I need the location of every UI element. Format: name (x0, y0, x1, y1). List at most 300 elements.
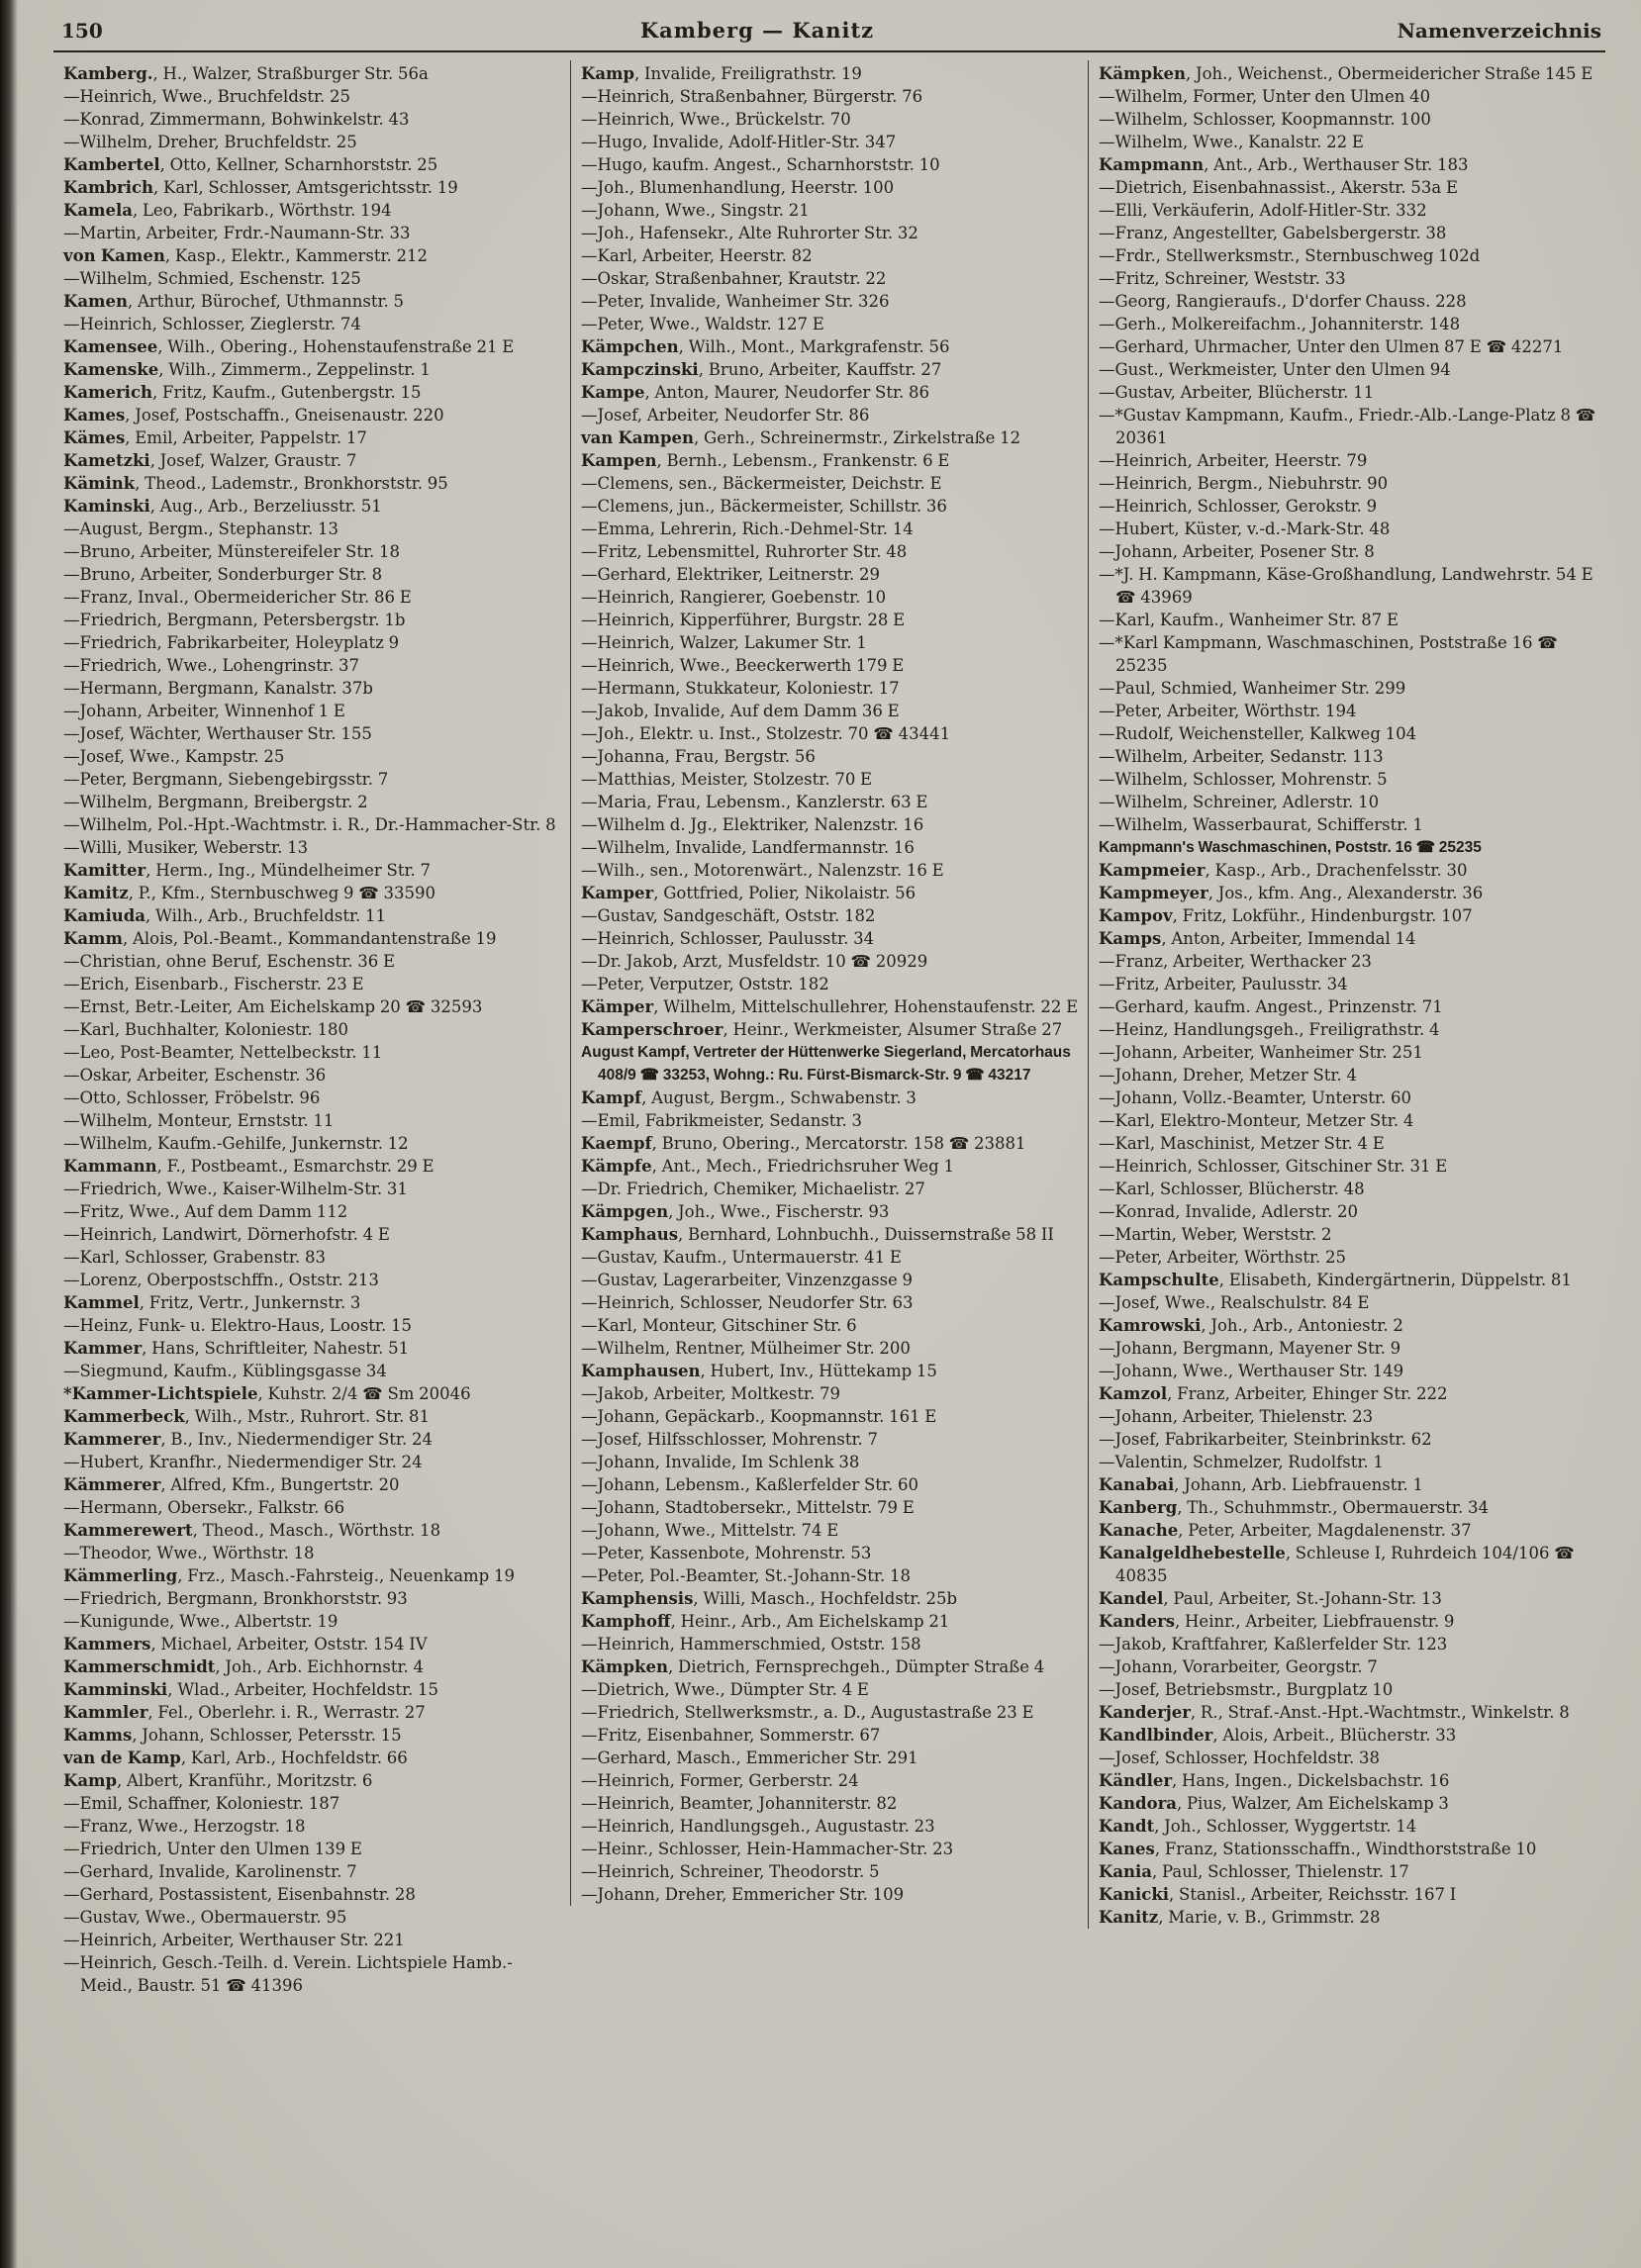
directory-entry: Kammel, Fritz, Vertr., Junkernstr. 3 (63, 1293, 361, 1312)
directory-entry: Kämmerling, Frz., Masch.-Fahrsteig., Neuenkamp 19 (63, 1566, 515, 1585)
directory-entry: —Karl, Monteur, Gitschiner Str. 6 (581, 1316, 857, 1335)
surname: Kamitter (63, 861, 146, 880)
surname: Kamerich (63, 383, 152, 402)
directory-entry: —Jakob, Arbeiter, Moltkestr. 79 (581, 1384, 840, 1403)
directory-entry: —Johann, Arbeiter, Wanheimer Str. 251 (1099, 1043, 1423, 1062)
directory-entry: —Hermann, Stukkateur, Koloniestr. 17 (581, 679, 900, 698)
surname: Kämmerling (63, 1566, 178, 1585)
directory-entry: —Dr. Jakob, Arzt, Musfeldstr. 10 ☎ 20929 (581, 952, 928, 971)
directory-entry: —Johann, Arbeiter, Thielenstr. 23 (1099, 1407, 1374, 1426)
surname: Kammerschmidt (63, 1657, 216, 1676)
directory-entry: —Karl, Schlosser, Blücherstr. 48 (1099, 1180, 1365, 1198)
directory-entry: —Heinrich, Schlosser, Gerokstr. 9 (1099, 497, 1378, 516)
surname: Kammers (63, 1635, 151, 1654)
surname: Kampczinski (581, 360, 699, 379)
directory-entry: —Hubert, Küster, v.-d.-Mark-Str. 48 (1099, 520, 1391, 538)
page-header (0, 0, 1641, 48)
directory-entry: —Fritz, Lebensmittel, Ruhrorter Str. 48 (581, 542, 908, 561)
directory-entry: Kamper, Gottfried, Polier, Nikolaistr. 56 (581, 884, 917, 902)
surname: Kamms (63, 1726, 133, 1745)
directory-entry: —Theodor, Wwe., Wörthstr. 18 (63, 1544, 315, 1562)
directory-entry: —Gerhard, Uhrmacher, Unter den Ulmen 87 E ☎ 42271 (1099, 337, 1564, 356)
surname: Kamiuda (63, 906, 145, 925)
directory-entry: —Gerhard, Elektriker, Leitnerstr. 29 (581, 565, 881, 584)
surname: Kamberg. (63, 64, 153, 83)
directory-entry: —Fritz, Wwe., Auf dem Damm 112 (63, 1202, 348, 1221)
directory-entry: —Heinz, Funk- u. Elektro-Haus, Loostr. 15 (63, 1316, 412, 1335)
directory-entry: —Friedrich, Bergmann, Petersbergstr. 1b (63, 611, 406, 629)
directory-entry: —Josef, Wwe., Kampstr. 25 (63, 747, 285, 766)
directory-entry: —Peter, Pol.-Beamter, St.-Johann-Str. 18 (581, 1566, 911, 1585)
surname: Kanalgeldhebestelle (1099, 1544, 1286, 1562)
directory-entry: —Heinrich, Wwe., Brückelstr. 70 (581, 110, 851, 129)
directory-entry: —Gerhard, kaufm. Angest., Prinzenstr. 71 (1099, 997, 1443, 1016)
directory-entry: Kampe, Anton, Maurer, Neudorfer Str. 86 (581, 383, 930, 402)
surname: Kamenske (63, 360, 159, 379)
directory-entry: Kamrowski, Joh., Arb., Antoniestr. 2 (1099, 1316, 1403, 1335)
directory-entry: —Wilhelm, Schmied, Eschenstr. 125 (63, 269, 361, 288)
surname: Kammerer (63, 1430, 161, 1449)
surname: Kanders (1099, 1612, 1176, 1631)
directory-entry: Kambrich, Karl, Schlosser, Amtsgerichtsstr. 19 (63, 178, 458, 197)
directory-entry: Kamminski, Wlad., Arbeiter, Hochfeldstr. 15 (63, 1680, 439, 1699)
directory-entry: —Johann, Bergmann, Mayener Str. 9 (1099, 1339, 1401, 1358)
directory-entry: Kanes, Franz, Stationsschaffn., Windthorststraße 10 (1099, 1840, 1537, 1858)
directory-entry: —Heinrich, Schlosser, Paulusstr. 34 (581, 929, 875, 948)
directory-entry: Kampf, August, Bergm., Schwabenstr. 3 (581, 1088, 917, 1107)
directory-entry: Kammer, Hans, Schriftleiter, Nahestr. 51 (63, 1339, 410, 1358)
surname: Kamps (1099, 929, 1162, 948)
surname: Kamminski (63, 1680, 168, 1699)
directory-entry: —Matthias, Meister, Stolzestr. 70 E (581, 770, 873, 789)
directory-entry: —Franz, Angestellter, Gabelsbergerstr. 38 (1099, 224, 1447, 242)
page-number: 150 (61, 19, 103, 43)
directory-entry: —Josef, Wwe., Realschulstr. 84 E (1099, 1293, 1370, 1312)
directory-entry: Kammerer, B., Inv., Niedermendiger Str. 24 (63, 1430, 433, 1449)
directory-entry: Kanberg, Th., Schuhmmstr., Obermauerstr. 34 (1099, 1498, 1489, 1517)
directory-entry: —Bruno, Arbeiter, Münstereifeler Str. 18 (63, 542, 401, 561)
directory-entry: Kanitz, Marie, v. B., Grimmstr. 28 (1099, 1908, 1381, 1927)
directory-entry: —Josef, Fabrikarbeiter, Steinbrinkstr. 62 (1099, 1430, 1432, 1449)
directory-entry: —Elli, Verkäuferin, Adolf-Hitler-Str. 332 (1099, 201, 1427, 220)
surname: Kändler (1099, 1771, 1173, 1790)
directory-entry: —Hugo, Invalide, Adolf-Hitler-Str. 347 (581, 133, 897, 151)
directory-entry: —Friedrich, Wwe., Lohengrinstr. 37 (63, 656, 359, 675)
surname: Kanberg (1099, 1498, 1178, 1517)
directory-entry: Kandora, Pius, Walzer, Am Eichelskamp 3 (1099, 1794, 1449, 1813)
directory-entry: Kamperschroer, Heinr., Werkmeister, Alsumer Straße 27 (581, 1020, 1063, 1039)
directory-entry: —Johann, Arbeiter, Posener Str. 8 (1099, 542, 1375, 561)
directory-entry: Kamensee, Wilh., Obering., Hohenstaufenstraße 21 E (63, 337, 515, 356)
directory-entry: —Joh., Elektr. u. Inst., Stolzestr. 70 ☎ 43441 (581, 724, 951, 743)
directory-entry: Kammler, Fel., Oberlehr. i. R., Werrastr. 27 (63, 1703, 426, 1722)
directory-entry: —Johann, Arbeiter, Winnenhof 1 E (63, 702, 345, 720)
directory-entry: —Gerhard, Postassistent, Eisenbahnstr. 28 (63, 1885, 416, 1904)
directory-entry: Kämpgen, Joh., Wwe., Fischerstr. 93 (581, 1202, 890, 1221)
surname: Kambertel (63, 155, 160, 174)
directory-entry: —Willi, Musiker, Weberstr. 13 (63, 838, 309, 857)
directory-entry: —Christian, ohne Beruf, Eschenstr. 36 E (63, 952, 396, 971)
directory-entry: Kampmeier, Kasp., Arb., Drachenfelsstr. 30 (1099, 861, 1468, 880)
directory-entry: —Johanna, Frau, Bergstr. 56 (581, 747, 816, 766)
directory-entry: —Peter, Verputzer, Oststr. 182 (581, 975, 829, 993)
directory-entry: Kämpfe, Ant., Mech., Friedrichsruher Weg 1 (581, 1157, 954, 1176)
directory-entry: —Heinrich, Schlosser, Zieglerstr. 74 (63, 315, 361, 333)
directory-entry: —Wilhelm, Schlosser, Mohrenstr. 5 (1099, 770, 1388, 789)
column-3 (1088, 60, 1605, 1929)
directory-entry: —Wilhelm, Invalide, Landfermannstr. 16 (581, 838, 915, 857)
directory-entry: Kampmann, Ant., Arb., Werthauser Str. 183 (1099, 155, 1469, 174)
column-2 (570, 60, 1088, 1906)
directory-entry: Kämper, Wilhelm, Mittelschullehrer, Hohenstaufenstr. 22 E (581, 997, 1079, 1016)
directory-entry: —Franz, Arbeiter, Werthacker 23 (1099, 952, 1372, 971)
directory-entry: Kamitz, P., Kfm., Sternbuschweg 9 ☎ 33590 (63, 884, 436, 902)
directory-entry: —Wilhelm, Pol.-Hpt.-Wachtmstr. i. R., Dr.-Hammacher-Str. 8 (63, 815, 556, 834)
directory-entry: —Heinrich, Handlungsgeh., Augustastr. 23 (581, 1817, 935, 1836)
directory-entry: —Josef, Betriebsmstr., Burgplatz 10 (1099, 1680, 1394, 1699)
directory-entry: Kaminski, Aug., Arb., Berzeliusstr. 51 (63, 497, 382, 516)
directory-entry: Kanicki, Stanisl., Arbeiter, Reichsstr. 167 I (1099, 1885, 1457, 1904)
directory-entry: —Johann, Dreher, Metzer Str. 4 (1099, 1066, 1357, 1085)
directory-entry: —Karl, Elektro-Monteur, Metzer Str. 4 (1099, 1111, 1414, 1130)
surname: Kambrich (63, 178, 154, 197)
surname: Kamp (581, 64, 635, 83)
section-title: Namenverzeichnis (1397, 19, 1601, 43)
directory-entry: —Wilhelm, Monteur, Ernststr. 11 (63, 1111, 335, 1130)
directory-entry: —Heinrich, Arbeiter, Heerstr. 79 (1099, 451, 1368, 470)
directory-entry: —Wilhelm, Wwe., Kanalstr. 22 E (1099, 133, 1364, 151)
directory-entry: Kametzki, Josef, Walzer, Graustr. 7 (63, 451, 357, 470)
directory-entry: —Ernst, Betr.-Leiter, Am Eichelskamp 20 ☎ 32593 (63, 997, 483, 1016)
surname: Kamphoff (581, 1612, 671, 1631)
surname: Kamzol (1099, 1384, 1168, 1403)
surname: Kames (63, 406, 126, 425)
directory-entry: Kamp, Albert, Kranführ., Moritzstr. 6 (63, 1771, 373, 1790)
directory-entry: Kanalgeldhebestelle, Schleuse I, Ruhrdeich 104/106 ☎ 40835 (1099, 1544, 1575, 1585)
directory-entry: —Hermann, Obersekr., Falkstr. 66 (63, 1498, 345, 1517)
directory-entry: von Kamen, Kasp., Elektr., Kammerstr. 212 (63, 246, 429, 265)
directory-entry: —Clemens, jun., Bäckermeister, Schillstr. 36 (581, 497, 947, 516)
directory-entry: Kämes, Emil, Arbeiter, Pappelstr. 17 (63, 428, 367, 447)
directory-entry: —Wilhelm d. Jg., Elektriker, Nalenzstr. 16 (581, 815, 924, 834)
directory-entry: —Johann, Invalide, Im Schlenk 38 (581, 1453, 860, 1471)
directory-entry: Kanache, Peter, Arbeiter, Magdalenenstr. 37 (1099, 1521, 1472, 1540)
directory-entry: —Wilhelm, Rentner, Mülheimer Str. 200 (581, 1339, 911, 1358)
directory-entry: Kamitter, Herm., Ing., Mündelheimer Str. 7 (63, 861, 432, 880)
directory-entry: —Heinrich, Bergm., Niebuhrstr. 90 (1099, 474, 1389, 493)
surname: Kamper (581, 884, 654, 902)
directory-entry: —Johann, Vorarbeiter, Georgstr. 7 (1099, 1657, 1378, 1676)
surname: Kämpken (1099, 64, 1186, 83)
surname: van de Kamp (63, 1748, 181, 1767)
directory-entry: Kampczinski, Bruno, Arbeiter, Kauffstr. 27 (581, 360, 942, 379)
directory-entry: —Peter, Arbeiter, Wörthstr. 194 (1099, 702, 1357, 720)
surname: Kanes (1099, 1840, 1155, 1858)
surname: Kamen (63, 292, 128, 311)
directory-entry: August Kampf, Vertreter der Hüttenwerke Siegerland, Mercatorhaus 408/9 ☎ 33253, Wohng.: Ru. Fürst-Bismarck-Str. 9 ☎ 43217 (581, 1044, 1071, 1084)
directory-entry: —Wilhelm, Kaufm.-Gehilfe, Junkernstr. 12 (63, 1134, 409, 1153)
surname: Kamrowski (1099, 1316, 1202, 1335)
directory-entry: —Karl, Schlosser, Grabenstr. 83 (63, 1248, 326, 1267)
directory-entry: —Wilh., sen., Motorenwärt., Nalenzstr. 16 E (581, 861, 944, 880)
surname: Kaminski (63, 497, 150, 516)
surname: Kämmerer (63, 1475, 161, 1494)
directory-entry: Kania, Paul, Schlosser, Thielenstr. 17 (1099, 1862, 1409, 1881)
directory-entry: —Georg, Rangieraufs., D'dorfer Chauss. 228 (1099, 292, 1467, 311)
surname: Kämpfe (581, 1157, 652, 1176)
surname: Kammerewert (63, 1521, 193, 1540)
directory-entry: van Kampen, Gerh., Schreinermstr., Zirkelstraße 12 (581, 428, 1021, 447)
surname: Kammel (63, 1293, 140, 1312)
surname: Kamensee (63, 337, 158, 356)
directory-entry: —Paul, Schmied, Wanheimer Str. 299 (1099, 679, 1406, 698)
directory-entry: —Oskar, Arbeiter, Eschenstr. 36 (63, 1066, 327, 1085)
directory-entry: Kämmerer, Alfred, Kfm., Bungertstr. 20 (63, 1475, 400, 1494)
surname: Kanache (1099, 1521, 1179, 1540)
directory-entry: Kamm, Alois, Pol.-Beamt., Kommandantenstraße 19 (63, 929, 497, 948)
directory-entry: —Jakob, Invalide, Auf dem Damm 36 E (581, 702, 900, 720)
directory-entry: —Erich, Eisenbarb., Fischerstr. 23 E (63, 975, 364, 993)
directory-entry: —Heinrich, Arbeiter, Werthauser Str. 221 (63, 1931, 405, 1949)
surname: Kammer (63, 1339, 143, 1358)
directory-entry: —Peter, Kassenbote, Mohrenstr. 53 (581, 1544, 872, 1562)
directory-entry: —Wilhelm, Schreiner, Adlerstr. 10 (1099, 793, 1380, 811)
directory-entry: —August, Bergm., Stephanstr. 13 (63, 520, 339, 538)
directory-entry: —Wilhelm, Wasserbaurat, Schifferstr. 1 (1099, 815, 1423, 834)
directory-entry: —Heinrich, Wwe., Bruchfeldstr. 25 (63, 87, 351, 106)
directory-entry: —*Karl Kampmann, Waschmaschinen, Poststraße 16 ☎ 25235 (1099, 633, 1558, 675)
directory-entry: —Gustav, Kaufm., Untermauerstr. 41 E (581, 1248, 902, 1267)
surname: Kandel (1099, 1589, 1164, 1608)
directory-entry: —Gust., Werkmeister, Unter den Ulmen 94 (1099, 360, 1451, 379)
directory-entry: Kanders, Heinr., Arbeiter, Liebfrauenstr. 9 (1099, 1612, 1455, 1631)
directory-entry: Kämink, Theod., Lademstr., Bronkhorststr. 95 (63, 474, 448, 493)
surname: Kamitz (63, 884, 129, 902)
directory-entry: —Wilhelm, Arbeiter, Sedanstr. 113 (1099, 747, 1384, 766)
directory-entry: —Johann, Vollz.-Beamter, Unterstr. 60 (1099, 1088, 1411, 1107)
directory-entry: —Oskar, Straßenbahner, Krautstr. 22 (581, 269, 887, 288)
directory-entry: —Heinrich, Beamter, Johanniterstr. 82 (581, 1794, 898, 1813)
directory-entry: —Friedrich, Fabrikarbeiter, Holeyplatz 9 (63, 633, 400, 652)
directory-entry: Kamms, Johann, Schlosser, Petersstr. 15 (63, 1726, 402, 1745)
directory-entry: —Martin, Weber, Werststr. 2 (1099, 1225, 1332, 1244)
directory-entry: —Hermann, Bergmann, Kanalstr. 37b (63, 679, 373, 698)
directory-entry: —Wilhelm, Schlosser, Koopmannstr. 100 (1099, 110, 1431, 129)
directory-entry: —Valentin, Schmelzer, Rudolfstr. 1 (1099, 1453, 1384, 1471)
directory-entry: —Emil, Fabrikmeister, Sedanstr. 3 (581, 1111, 862, 1130)
directory-entry: —Heinrich, Gesch.-Teilh. d. Verein. Lichtspiele Hamb.-Meid., Baustr. 51 ☎ 41396 (63, 1953, 513, 1995)
directory-entry: —Rudolf, Weichensteller, Kalkweg 104 (1099, 724, 1417, 743)
directory-entry: —Dietrich, Eisenbahnassist., Akerstr. 53a E (1099, 178, 1458, 197)
directory-entry: Kamphoff, Heinr., Arb., Am Eichelskamp 21 (581, 1612, 950, 1631)
directory-entry: —Wilhelm, Former, Unter den Ulmen 40 (1099, 87, 1431, 106)
directory-entry: —Josef, Schlosser, Hochfeldstr. 38 (1099, 1748, 1380, 1767)
surname: Kampf (581, 1088, 642, 1107)
surname: Kämpken (581, 1657, 668, 1676)
directory-entry: Kambertel, Otto, Kellner, Scharnhorststr. 25 (63, 155, 438, 174)
directory-entry: —Heinrich, Landwirt, Dörnerhofstr. 4 E (63, 1225, 390, 1244)
surname: Kamphausen (581, 1362, 701, 1380)
surname: Kaempf (581, 1134, 652, 1153)
directory-entry: —Emma, Lehrerin, Rich.-Dehmel-Str. 14 (581, 520, 914, 538)
directory-entry: —Heinrich, Former, Gerberstr. 24 (581, 1771, 859, 1790)
directory-entry: —Karl, Maschinist, Metzer Str. 4 E (1099, 1134, 1385, 1153)
directory-entry: Kamp, Invalide, Freiligrathstr. 19 (581, 64, 862, 83)
directory-entry: —Frdr., Stellwerksmstr., Sternbuschweg 102d (1099, 246, 1481, 265)
directory-entry: —*Gustav Kampmann, Kaufm., Friedr.-Alb.-Lange-Platz 8 ☎ 20361 (1099, 406, 1596, 447)
surname: Kampen (581, 451, 657, 470)
directory-entry: —Karl, Arbeiter, Heerstr. 82 (581, 246, 813, 265)
surname: Kammann (63, 1157, 157, 1176)
surname: Kampmann (1099, 155, 1205, 174)
directory-entry: Kamen, Arthur, Bürochef, Uthmannstr. 5 (63, 292, 405, 311)
directory-entry: —Leo, Post-Beamter, Nettelbeckstr. 11 (63, 1043, 383, 1062)
directory-entry: Kamela, Leo, Fabrikarb., Wörthstr. 194 (63, 201, 392, 220)
directory-entry: —Heinrich, Walzer, Lakumer Str. 1 (581, 633, 867, 652)
directory-entry: Kanabai, Johann, Arb. Liebfrauenstr. 1 (1099, 1475, 1423, 1494)
directory-entry: —Konrad, Invalide, Adlerstr. 20 (1099, 1202, 1358, 1221)
directory-entry: —Dietrich, Wwe., Dümpter Str. 4 E (581, 1680, 869, 1699)
surname: Kampov (1099, 906, 1173, 925)
surname: Kammler (63, 1703, 148, 1722)
surname: von Kamen (63, 246, 165, 265)
directory-entry: Kamphaus, Bernhard, Lohnbuchh., Duissernstraße 58 II (581, 1225, 1054, 1244)
directory-entry: Kämpchen, Wilh., Mont., Markgrafenstr. 56 (581, 337, 950, 356)
directory-entry: —Franz, Inval., Obermeidericher Str. 86 E (63, 588, 412, 607)
surname: Kämpgen (581, 1202, 669, 1221)
surname: Kamphaus (581, 1225, 679, 1244)
directory-entry: —Hugo, kaufm. Angest., Scharnhorststr. 10 (581, 155, 940, 174)
directory-entry: *Kammer-Lichtspiele, Kuhstr. 2/4 ☎ Sm 20046 (63, 1384, 471, 1403)
surname: Kämper (581, 997, 654, 1016)
directory-entry: —Hubert, Kranfhr., Niedermendiger Str. 24 (63, 1453, 423, 1471)
directory-entry: —Heinrich, Schlosser, Gitschiner Str. 31 E (1099, 1157, 1448, 1176)
surname: Kametzki (63, 451, 150, 470)
directory-entry: —Peter, Bergmann, Siebengebirgsstr. 7 (63, 770, 389, 789)
directory-entry: —Gerhard, Masch., Emmericher Str. 291 (581, 1748, 918, 1767)
surname: Kamela (63, 201, 133, 220)
directory-entry: —Dr. Friedrich, Chemiker, Michaelistr. 27 (581, 1180, 925, 1198)
directory-entry: Kammann, F., Postbeamt., Esmarchstr. 29 E (63, 1157, 434, 1176)
surname: Kammerbeck (63, 1407, 185, 1426)
directory-columns (0, 52, 1641, 1997)
directory-entry: —Wilhelm, Dreher, Bruchfeldstr. 25 (63, 133, 357, 151)
directory-entry: —Heinrich, Schreiner, Theodorstr. 5 (581, 1862, 880, 1881)
directory-entry: —Maria, Frau, Lebensm., Kanzlerstr. 63 E (581, 793, 928, 811)
directory-entry: —Kunigunde, Wwe., Albertstr. 19 (63, 1612, 338, 1631)
directory-entry: —Gustav, Wwe., Obermauerstr. 95 (63, 1908, 347, 1927)
directory-entry: —Johann, Wwe., Werthauser Str. 149 (1099, 1362, 1404, 1380)
directory-entry: Kames, Josef, Postschaffn., Gneisenaustr. 220 (63, 406, 444, 425)
directory-entry: —Friedrich, Wwe., Kaiser-Wilhelm-Str. 31 (63, 1180, 408, 1198)
directory-entry: —Martin, Arbeiter, Frdr.-Naumann-Str. 33 (63, 224, 411, 242)
directory-entry: —Johann, Stadtobersekr., Mittelstr. 79 E (581, 1498, 915, 1517)
directory-entry: Kamenske, Wilh., Zimmerm., Zeppelinstr. 1 (63, 360, 431, 379)
directory-entry: —Heinrich, Straßenbahner, Bürgerstr. 76 (581, 87, 923, 106)
surname: Kamphensis (581, 1589, 694, 1608)
directory-entry: —Peter, Arbeiter, Wörthstr. 25 (1099, 1248, 1347, 1267)
directory-entry: Kandlbinder, Alois, Arbeit., Blücherstr. 33 (1099, 1726, 1457, 1745)
surname: Kanitz (1099, 1908, 1159, 1927)
directory-entry: —Heinrich, Hammerschmied, Oststr. 158 (581, 1635, 921, 1654)
directory-entry: Kandel, Paul, Arbeiter, St.-Johann-Str. 13 (1099, 1589, 1442, 1608)
directory-entry: —Gustav, Lagerarbeiter, Vinzenzgasse 9 (581, 1271, 914, 1289)
binding-shadow (0, 0, 18, 2268)
directory-entry: —Fritz, Schreiner, Weststr. 33 (1099, 269, 1346, 288)
surname: Kandt (1099, 1817, 1155, 1836)
directory-entry: —Wilhelm, Bergmann, Breibergstr. 2 (63, 793, 368, 811)
directory-entry: —Heinrich, Schlosser, Neudorfer Str. 63 (581, 1293, 914, 1312)
surname: August Kampf (581, 1044, 686, 1061)
surname: Kandora (1099, 1794, 1177, 1813)
surname: Kanicki (1099, 1885, 1170, 1904)
directory-entry: —Siegmund, Kaufm., Küblingsgasse 34 (63, 1362, 387, 1380)
directory-entry: —Gustav, Arbeiter, Blücherstr. 11 (1099, 383, 1375, 402)
directory-entry: —Gerhard, Invalide, Karolinenstr. 7 (63, 1862, 357, 1881)
page-title: Kamberg — Kanitz (639, 18, 875, 43)
directory-entry: Kampen, Bernh., Lebensm., Frankenstr. 6 E (581, 451, 950, 470)
directory-entry: —Konrad, Zimmermann, Bohwinkelstr. 43 (63, 110, 410, 129)
directory-entry: Kamiuda, Wilh., Arb., Bruchfeldstr. 11 (63, 906, 387, 925)
directory-entry: Kamphensis, Willi, Masch., Hochfeldstr. 25b (581, 1589, 958, 1608)
directory-entry: —Jakob, Kraftfahrer, Kaßlerfelder Str. 123 (1099, 1635, 1448, 1654)
directory-entry: Kammers, Michael, Arbeiter, Oststr. 154 IV (63, 1635, 428, 1654)
column-1 (53, 60, 570, 1997)
surname: Kampe (581, 383, 645, 402)
directory-entry: Kanderjer, R., Straf.-Anst.-Hpt.-Wachtmstr., Winkelstr. 8 (1099, 1703, 1570, 1722)
directory-entry: —Josef, Wächter, Werthauser Str. 155 (63, 724, 372, 743)
surname: van Kampen (581, 428, 695, 447)
directory-entry: Kampschulte, Elisabeth, Kindergärtnerin, Düppelstr. 81 (1099, 1271, 1572, 1289)
surname: Kania (1099, 1862, 1152, 1881)
directory-entry: Kandt, Joh., Schlosser, Wyggertstr. 14 (1099, 1817, 1417, 1836)
directory-entry: —Fritz, Arbeiter, Paulusstr. 34 (1099, 975, 1348, 993)
directory-entry: Kamberg., H., Walzer, Straßburger Str. 56a (63, 64, 429, 83)
surname: Kamperschroer (581, 1020, 724, 1039)
surname: Kämes (63, 428, 126, 447)
surname: Kampmann's Waschmaschinen (1099, 839, 1327, 856)
surname: Kampmeier (1099, 861, 1206, 880)
directory-entry: Kammerbeck, Wilh., Mstr., Ruhrort. Str. 81 (63, 1407, 431, 1426)
directory-entry: Kampmeyer, Jos., kfm. Ang., Alexanderstr. 36 (1099, 884, 1484, 902)
directory-entry: —Heinz, Handlungsgeh., Freiligrathstr. 4 (1099, 1020, 1440, 1039)
directory-entry: —Johann, Wwe., Singstr. 21 (581, 201, 810, 220)
surname: Kanderjer (1099, 1703, 1191, 1722)
surname: *Kammer-Lichtspiele (63, 1384, 258, 1403)
directory-entry: —Emil, Schaffner, Koloniestr. 187 (63, 1794, 340, 1813)
directory-entry: Kamphausen, Hubert, Inv., Hüttekamp 15 (581, 1362, 937, 1380)
directory-entry: —Joh., Blumenhandlung, Heerstr. 100 (581, 178, 895, 197)
surname: Kamm (63, 929, 123, 948)
directory-entry: —Friedrich, Unter den Ulmen 139 E (63, 1840, 362, 1858)
directory-entry: —Friedrich, Stellwerksmstr., a. D., Augustastraße 23 E (581, 1703, 1034, 1722)
directory-entry: Kamps, Anton, Arbeiter, Immendal 14 (1099, 929, 1416, 948)
directory-entry: —Josef, Arbeiter, Neudorfer Str. 86 (581, 406, 870, 425)
surname: Kampschulte (1099, 1271, 1219, 1289)
surname: Kämpchen (581, 337, 679, 356)
directory-entry: Kampmann's Waschmaschinen, Poststr. 16 ☎ 25235 (1099, 839, 1482, 856)
directory-entry: Kämpken, Joh., Weichenst., Obermeidericher Straße 145 E (1099, 64, 1593, 83)
directory-entry: —Josef, Hilfsschlosser, Mohrenstr. 7 (581, 1430, 879, 1449)
directory-entry: —Gerh., Molkereifachm., Johanniterstr. 148 (1099, 315, 1461, 333)
directory-entry: —Lorenz, Oberpostschffn., Oststr. 213 (63, 1271, 379, 1289)
surname: Kanabai (1099, 1475, 1175, 1494)
directory-entry: —Friedrich, Bergmann, Bronkhorststr. 93 (63, 1589, 408, 1608)
directory-entry: —Johann, Lebensm., Kaßlerfelder Str. 60 (581, 1475, 918, 1494)
directory-entry: —Heinrich, Rangierer, Goebenstr. 10 (581, 588, 887, 607)
directory-entry: —Peter, Wwe., Waldstr. 127 E (581, 315, 824, 333)
surname: Kandlbinder (1099, 1726, 1213, 1745)
